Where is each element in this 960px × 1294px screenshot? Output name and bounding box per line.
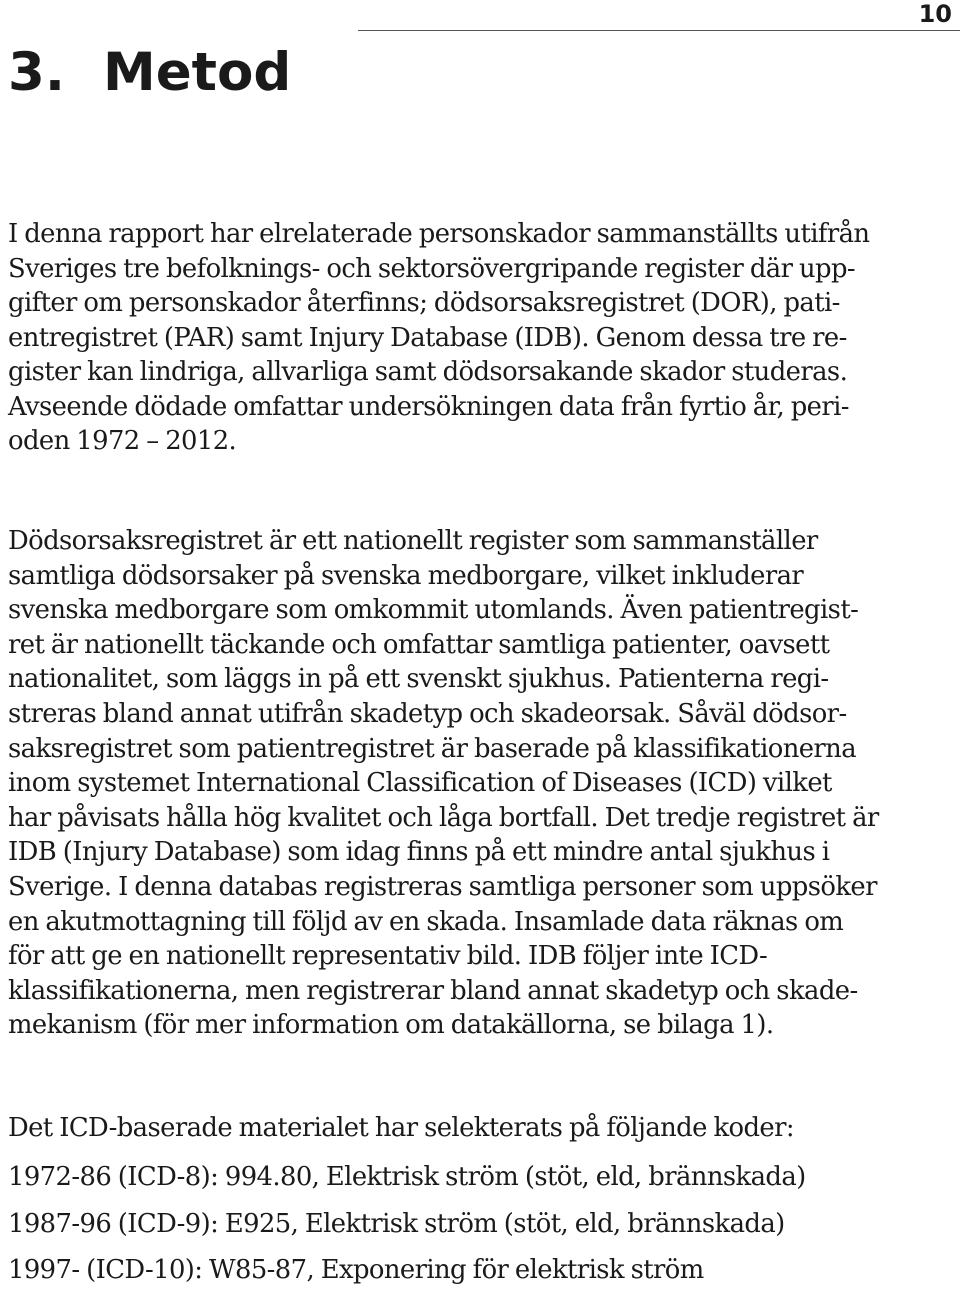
text-line: Sverige. I denna databas registreras samtliga personer som uppsöker (8, 871, 877, 902)
text-line: Det ICD-baserade materialet har selekterats på följande koder: (8, 1113, 794, 1143)
text-line: gister kan lindriga, allvarliga samt dödsorsakande skador studeras. (8, 357, 848, 387)
text-line: IDB (Injury Database) som idag finns på ett mindre antal sjukhus i (8, 837, 830, 868)
icd-code-item: 1997- (ICD-10): W85-87, Exponering för elektrisk ström (8, 1255, 704, 1285)
text-line: inom systemet International Classification of Diseases (ICD) vilket (8, 768, 832, 799)
header-rule (358, 30, 960, 31)
text-line: klassifikationerna, men registrerar bland annat skadetyp och skade- (8, 975, 858, 1006)
text-line: mekanism (för mer information om datakällorna, se bilaga 1). (8, 1010, 774, 1041)
text-line: saksregistret som patientregistret är baserade på klassifikationerna (8, 733, 857, 764)
text-line: har påvisats hålla hög kvalitet och låga bortfall. Det tredje registret är (8, 802, 879, 833)
text-line: Dödsorsaksregistret är ett nationellt register som sammanställer (8, 526, 818, 556)
text-line: gifter om personskador återfinns; dödsorsaksregistret (DOR), pati- (8, 288, 840, 318)
codes-intro (8, 1108, 958, 1148)
text-line: Sveriges tre befolknings- och sektorsövergripande register där upp- (8, 253, 856, 284)
text-line: ret är nationellt täckande och omfattar samtliga patienter, oavsett (8, 629, 830, 660)
section-number: 3. (8, 42, 66, 103)
text-line: svenska medborgare som omkommit utomlands. Även patientregist- (8, 595, 859, 626)
icd-code-list (8, 1154, 958, 1294)
icd-code-item: 1987-96 (ICD-9): E925, Elektrisk ström (stöt, eld, brännskada) (8, 1208, 785, 1239)
section-title: Metod (103, 42, 292, 103)
text-line: entregistret (PAR) samt Injury Database (IDB). Genom dessa tre re- (8, 322, 847, 353)
section-heading (8, 38, 291, 108)
text-line: nationalitet, som läggs in på ett svenskt sjukhus. Patienterna regi- (8, 664, 829, 695)
icd-code-item: 1972-86 (ICD-8): 994.80, Elektrisk ström (stöt, eld, brännskada) (8, 1162, 806, 1192)
text-line: oden 1972 – 2012. (8, 426, 237, 456)
text-line: samtliga dödsorsaker på svenska medborgare, vilket inkluderar (8, 560, 804, 591)
text-line: I denna rapport har elrelaterade personskador sammanställts utifrån (8, 219, 870, 249)
text-line: en akutmottagning till följd av en skada. Insamlade data räknas om (8, 906, 844, 937)
page-number: 10 (918, 0, 952, 28)
registers-paragraph (8, 524, 958, 1043)
text-line: för att ge en nationellt representativ bild. IDB följer inte ICD- (8, 941, 768, 972)
text-line: Avseende dödade omfattar undersökningen data från fyrtio år, peri- (8, 391, 849, 422)
text-line: streras bland annat utifrån skadetyp och skadeorsak. Såväl dödsor- (8, 698, 847, 729)
intro-paragraph (8, 217, 958, 459)
